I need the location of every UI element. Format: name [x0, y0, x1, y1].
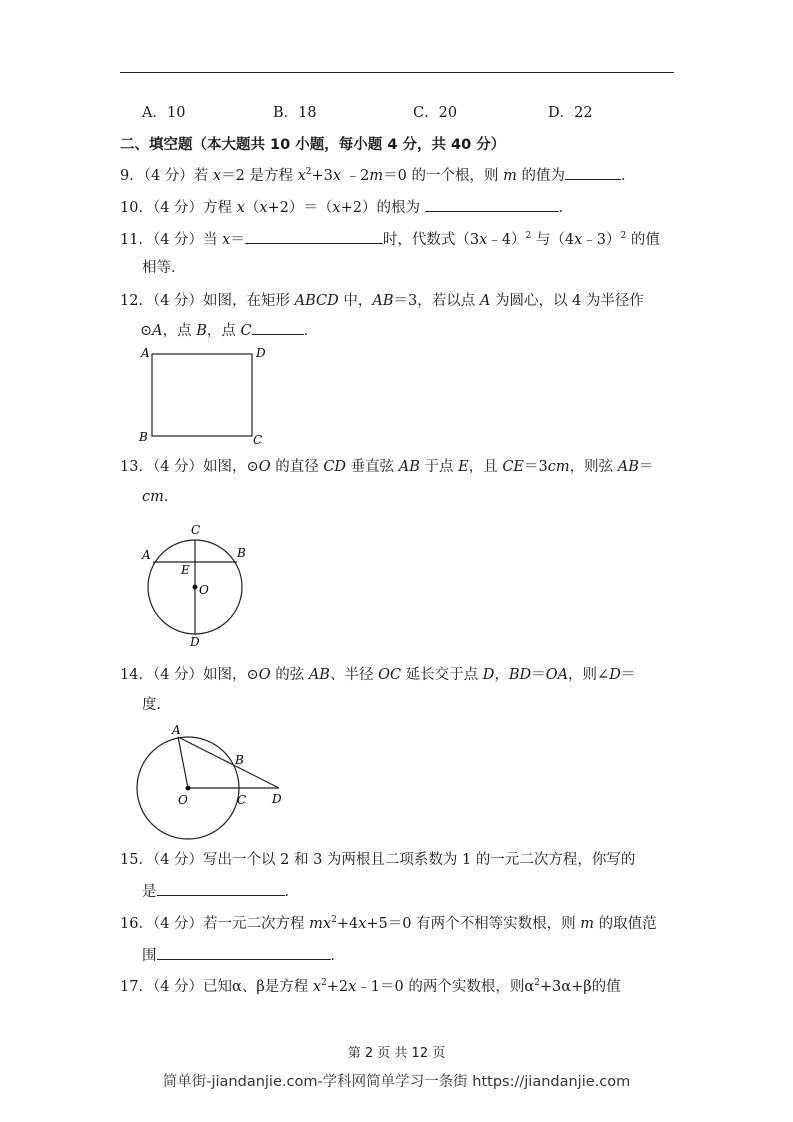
label-b: B: [139, 430, 148, 444]
answer-blank[interactable]: [565, 165, 621, 180]
label-d: D: [190, 635, 200, 649]
question-15-line2: 是 ．: [142, 881, 299, 902]
option-a: A．10: [142, 105, 186, 121]
label-c: C: [253, 433, 263, 447]
top-rule: [120, 72, 674, 73]
option-d: D．22: [548, 105, 593, 121]
question-12-line2: ⊙A，点 B，点 C ．: [140, 320, 318, 341]
answer-blank[interactable]: [252, 320, 304, 335]
label-a: A: [172, 723, 181, 737]
question-11-line2: 相等．: [142, 260, 186, 276]
question-12: 12．（4 分）如图，在矩形 ABCD 中，AB＝3，若以点 A 为圆心，以 4 为半径作: [120, 293, 644, 309]
circle-chord-figure: [138, 520, 258, 650]
question-11: 11．（4 分）当 x＝ 时，代数式（3x﹣4）$^2$ 与（4x﹣3）$^2$ 的值: [120, 229, 660, 250]
page-number: 第 2 页 共 12 页: [347, 1046, 446, 1061]
label-c: C: [191, 523, 201, 537]
label-e: E: [181, 563, 190, 577]
question-15: 15．（4 分）写出一个以 2 和 3 为两根且二项系数为 1 的一元二次方程，你写的: [120, 852, 636, 868]
answer-blank[interactable]: [157, 945, 331, 960]
radius-oa: [178, 737, 188, 788]
question-10: 10．（4 分）方程 x（x+2）＝（x+2）的根为 ．: [120, 197, 573, 218]
circle-secant-figure: [133, 722, 293, 842]
section-title: 二、填空题（本大题共 10 小题，每小题 4 分，共 40 分）: [120, 137, 506, 153]
answer-blank[interactable]: [157, 881, 285, 896]
label-d: D: [256, 346, 266, 360]
question-9: 9．（4 分）若 x＝2 是方程 $x^2+3x$ ﹣2m＝0 的一个根，则 m 的值为 ．: [120, 165, 635, 186]
label-d: D: [272, 792, 282, 806]
answer-blank[interactable]: [245, 229, 383, 244]
option-b: B．18: [273, 105, 317, 121]
site-watermark: 简单街-jiandanjie.com-学科网简单学习一条街 https://jiandanjie.com: [162, 1074, 631, 1090]
label-a: A: [141, 346, 150, 360]
label-a: A: [142, 548, 151, 562]
question-17: 17．（4 分）已知α、β是方程 $x^2+2x﹣1=0$ 的两个实数根，则$\alpha^2+3\alpha+\beta$的值: [120, 978, 621, 995]
question-16-line2: 围 ．: [142, 945, 345, 966]
rectangle-figure: [135, 342, 275, 447]
center-point: [193, 585, 198, 590]
question-14-line2: 度．: [142, 697, 171, 713]
label-o: O: [199, 583, 209, 597]
label-b: B: [237, 546, 246, 560]
label-o: O: [178, 793, 188, 807]
answer-blank[interactable]: [425, 197, 559, 212]
label-b: B: [235, 753, 244, 767]
question-16: 16．（4 分）若一元二次方程 $mx^2+4x+5=0$ 有两个不相等实数根，则 m 的取值范: [120, 915, 657, 932]
label-c: C: [237, 793, 247, 807]
center-point: [186, 786, 191, 791]
secant-ad: [178, 737, 279, 788]
question-14: 14．（4 分）如图，⊙O 的弦 AB、半径 OC 延长交于点 D，BD＝OA，则∠D＝: [120, 667, 636, 683]
question-13: 13．（4 分）如图，⊙O 的直径 CD 垂直弦 AB 于点 E，且 CE＝3cm，则弦 AB＝: [120, 459, 654, 475]
question-13-line2: cm．: [142, 489, 179, 505]
option-c: C．20: [413, 105, 458, 121]
rectangle-abcd: [152, 354, 252, 436]
